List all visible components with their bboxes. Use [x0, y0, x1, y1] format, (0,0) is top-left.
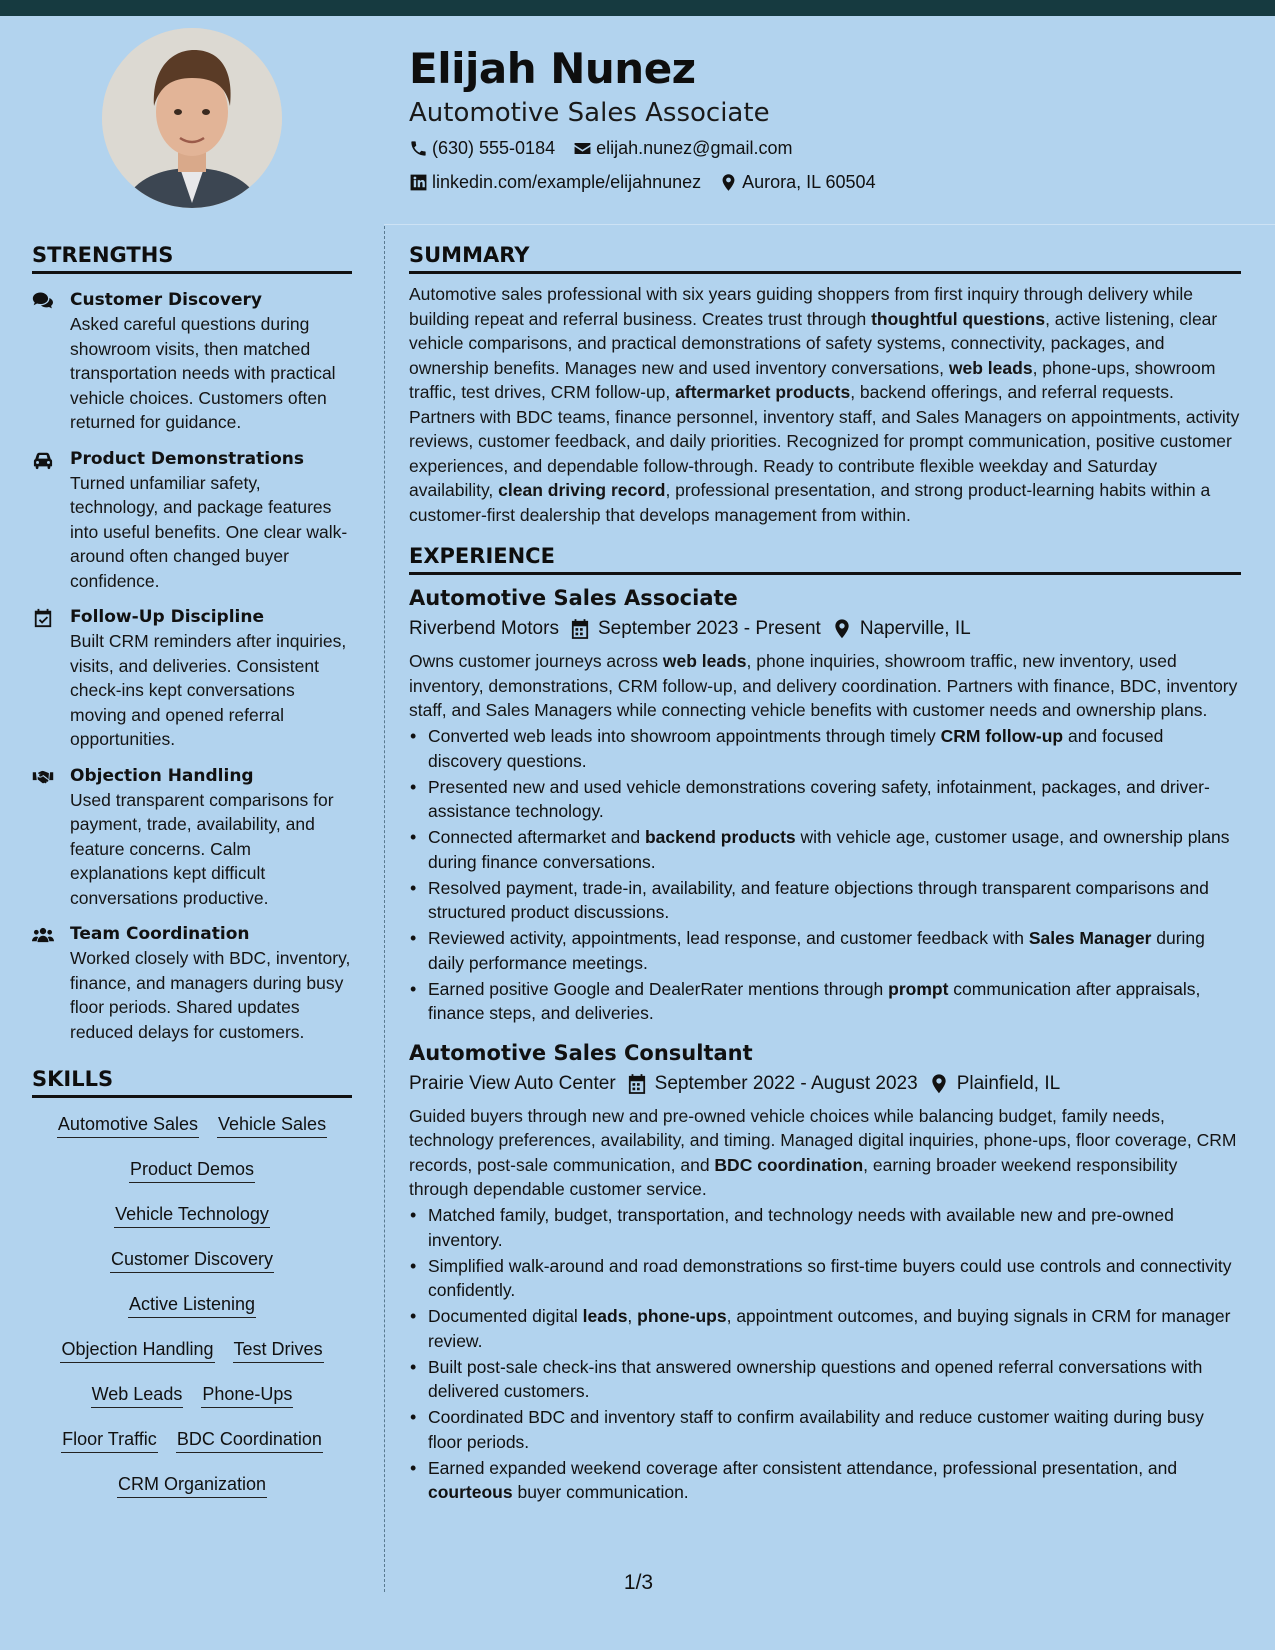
job-company	[409, 1069, 616, 1099]
skill-row	[108, 1472, 276, 1517]
text-run: Presented new and used vehicle demonstrations covering safety, infotainment, packages, and driver-assistance technology.	[428, 776, 1210, 821]
strength-name: Objection Handling	[70, 765, 254, 786]
skill-row	[82, 1382, 303, 1427]
text-run: during daily performance meetings.	[428, 928, 1205, 973]
job-bullets	[409, 724, 1241, 1026]
strength-item	[32, 447, 352, 594]
job-location	[930, 1069, 1061, 1099]
text-run: Owns customer journeys across	[409, 651, 663, 671]
strength-text	[70, 288, 352, 435]
job-dates	[628, 1069, 918, 1099]
emphasis-text: phone-ups	[637, 1306, 727, 1326]
strength-name: Customer Discovery	[70, 290, 262, 310]
job-description	[409, 1104, 1241, 1202]
strength-name: Team Coordination	[70, 924, 250, 944]
job-entry	[409, 1038, 1241, 1505]
strengths-list	[32, 288, 352, 1044]
summary-heading: SUMMARY	[409, 240, 1241, 274]
strengths-heading: STRENGTHS	[32, 240, 352, 274]
comments-icon	[32, 288, 70, 435]
bullet-item	[409, 1254, 1241, 1303]
map-pin-icon	[833, 619, 851, 639]
text-run: Guided buyers through new and pre-owned vehicle choices while balancing budget, family needs, technology preferences, availability, and timing. Managed digital inquiries, phone-ups, floor coverage, CRM records, post-sale communication, and	[409, 1105, 1237, 1175]
skill-tag: CRM Organization	[117, 1472, 267, 1498]
skill-row	[48, 1112, 336, 1157]
column-divider	[384, 226, 385, 1592]
skill-tag: Automotive Sales	[57, 1112, 199, 1138]
text-run: Connected aftermarket and	[428, 827, 645, 847]
experience-heading: EXPERIENCE	[409, 541, 1241, 575]
text-run: , phone-ups, showroom traffic, test drives, CRM follow-up,	[409, 357, 1216, 402]
bullet-item	[409, 926, 1241, 975]
job-meta	[409, 1069, 1241, 1099]
emphasis-text: BDC coordination	[714, 1154, 864, 1175]
car-icon	[32, 447, 70, 594]
job-dates	[571, 614, 821, 644]
text-run: communication after appraisals, finance steps, and deliveries.	[428, 978, 1201, 1023]
location-text: Aurora, IL 60504	[742, 172, 876, 192]
date-range: September 2023 - Present	[597, 618, 821, 639]
text-run: , earning broader weekend responsibility through dependable customer service.	[409, 1154, 1178, 1199]
skill-tag: Test Drives	[233, 1337, 324, 1363]
candidate-name: Elijah Nunez	[409, 44, 696, 93]
skill-tag: Vehicle Technology	[114, 1202, 270, 1228]
text-run: ,	[627, 1306, 638, 1326]
skill-tag: Product Demos	[129, 1157, 255, 1183]
skill-tag: Vehicle Sales	[217, 1112, 327, 1138]
map-pin-icon	[719, 173, 738, 192]
strength-description: Built CRM reminders after inquiries, visits, and deliveries. Consistent check-ins kept conversations moving and opened referral opportunities.	[70, 631, 347, 749]
bullet-item	[409, 977, 1241, 1026]
skills-list	[32, 1112, 352, 1517]
emphasis-text: web leads	[948, 357, 1033, 378]
bullet-item	[409, 1456, 1241, 1505]
text-run: , phone inquiries, showroom traffic, new inventory, used inventory, demonstrations, CRM follow-up, and delivery coordination. Partners with finance, BDC, inventory staff, and Sales Managers while connecting vehicle benefits with customer needs and ownership plans.	[409, 651, 1238, 720]
emphasis-text: CRM follow-up	[940, 726, 1064, 746]
text-run: Built post-sale check-ins that answered ownership questions and opened referral conversations with delivered customers.	[428, 1356, 1203, 1401]
skill-tag: Floor Traffic	[61, 1427, 158, 1453]
strength-description: Worked closely with BDC, inventory, finance, and managers during busy floor periods. Shared updates reduced delays for customers.	[70, 948, 351, 1042]
emphasis-text: courteous	[428, 1482, 513, 1502]
strength-name: Follow-Up Discipline	[70, 607, 265, 627]
text-run: Earned positive Google and DealerRater mentions through	[428, 978, 889, 999]
job-entry	[409, 583, 1241, 1026]
candidate-title: Automotive Sales Associate	[409, 98, 770, 128]
text-run: Simplified walk-around and road demonstrations so first-time buyers could use controls and connectivity confidently.	[428, 1255, 1232, 1300]
summary-text	[409, 282, 1241, 527]
job-bullets	[409, 1203, 1241, 1505]
handshake-icon	[32, 764, 70, 911]
strength-description: Used transparent comparisons for payment, trade, availability, and feature concerns. Calm explanations kept difficult conversations productive.	[70, 789, 334, 908]
bullet-item	[409, 1203, 1241, 1252]
bullet-item	[409, 1304, 1241, 1353]
phone-icon	[409, 139, 428, 158]
text-run: Resolved payment, trade-in, availability, and feature objections through transparent comparisons and structured product discussions.	[428, 877, 1209, 922]
job-title: Automotive Sales Associate	[409, 586, 738, 610]
phone-number: (630) 555-0184	[432, 138, 556, 158]
text-run: Converted web leads into showroom appointments through timely	[428, 726, 941, 746]
bullet-item	[409, 1405, 1241, 1454]
skill-tag: Customer Discovery	[110, 1247, 274, 1273]
calendar-icon	[571, 619, 589, 639]
bullet-item	[409, 876, 1241, 925]
job-location	[833, 614, 971, 644]
skills-heading: SKILLS	[32, 1064, 352, 1098]
text-run: , backend offerings, and referral requests. Partners with BDC teams, finance personnel, inventory staff, and Sales Managers on appointments, activity reviews, customer feedback, and daily priorities. Recognized for prompt communication, positive customer experiences, and dependable follow-through. Ready to contribute flexible weekday and Saturday availability,	[409, 382, 1240, 500]
contact-row-1	[409, 132, 1239, 164]
skill-row	[119, 1292, 265, 1337]
emphasis-text: backend products	[644, 827, 796, 847]
emphasis-text: aftermarket products	[675, 382, 851, 402]
skill-row	[120, 1157, 264, 1202]
envelope-icon	[573, 139, 592, 158]
skill-row	[105, 1202, 279, 1247]
date-range: September 2022 - August 2023	[654, 1072, 918, 1094]
job-company	[409, 614, 559, 644]
header-divider	[384, 224, 1275, 225]
emphasis-text: web leads	[662, 651, 747, 671]
skill-tag: Objection Handling	[60, 1337, 214, 1363]
text-run: Documented digital	[428, 1306, 583, 1326]
text-run: , active listening, clear vehicle comparisons, and practical demonstrations of safety systems, connectivity, packages, and ownership benefits. Manages new and used inventory conversations,	[409, 308, 1218, 378]
linkedin-icon	[409, 173, 428, 192]
portrait-illustration	[102, 28, 282, 208]
strength-description: Turned unfamiliar safety, technology, and package features into useful benefits. One clear walk-around often changed buyer confidence.	[70, 472, 348, 591]
location-text: Plainfield, IL	[956, 1072, 1061, 1094]
email-address[interactable]: elijah.nunez@gmail.com	[596, 138, 793, 158]
text-run: with vehicle age, customer usage, and ownership plans during finance conversations.	[428, 827, 1230, 872]
text-run: Earned expanded weekend coverage after consistent attendance, professional presentation, and	[428, 1457, 1178, 1478]
job-description	[409, 649, 1241, 723]
text-run: buyer communication.	[512, 1482, 689, 1502]
strength-item	[32, 922, 352, 1044]
emphasis-text: clean driving record	[498, 480, 666, 500]
emphasis-text: leads	[582, 1306, 628, 1326]
location-contact	[719, 166, 875, 198]
skill-row	[101, 1247, 283, 1292]
profile-photo	[102, 28, 282, 208]
calendar-icon	[628, 1074, 646, 1094]
left-column	[32, 240, 352, 1517]
strength-text	[70, 605, 352, 752]
resume-header	[409, 40, 1239, 198]
skill-row	[51, 1337, 332, 1382]
skill-tag: Active Listening	[128, 1292, 256, 1318]
skill-tag: Web Leads	[91, 1382, 184, 1408]
text-run: and focused discovery questions.	[428, 726, 1164, 771]
strength-item	[32, 288, 352, 435]
job-title: Automotive Sales Consultant	[409, 1040, 753, 1065]
strength-description: Asked careful questions during showroom visits, then matched transportation needs with practical vehicle choices. Customers often returned for guidance.	[70, 314, 336, 432]
text-run: , professional presentation, and strong product-learning habits within a customer-first dealership that develops management from within.	[409, 480, 1211, 525]
emphasis-text: Sales Manager	[1028, 928, 1152, 948]
map-pin-icon	[930, 1074, 948, 1094]
strength-text	[70, 922, 352, 1044]
page-number: 1/3	[623, 1571, 654, 1594]
job-meta	[409, 614, 1241, 644]
text-run: Matched family, budget, transportation, and technology needs with available new and pre-owned inventory.	[428, 1205, 1174, 1250]
emphasis-text: prompt	[888, 978, 949, 999]
text-run: Coordinated BDC and inventory staff to confirm availability and reduce customer waiting during busy floor periods.	[428, 1407, 1204, 1452]
skill-row	[52, 1427, 332, 1472]
strength-name: Product Demonstrations	[70, 448, 305, 469]
company-name: Riverbend Motors	[409, 618, 559, 639]
email-contact[interactable]	[573, 132, 792, 164]
phone-contact	[409, 132, 555, 164]
bullet-item	[409, 1355, 1241, 1404]
strength-item	[32, 764, 352, 911]
strength-text	[70, 764, 352, 911]
strength-item	[32, 605, 352, 752]
emphasis-text: thoughtful questions	[871, 308, 1046, 329]
text-run: Automotive sales professional with six years guiding shoppers from first inquiry through delivery while building repeat and referral business. Creates trust through	[409, 284, 1193, 329]
calendar-check-icon	[32, 605, 70, 752]
strength-text	[70, 447, 352, 594]
text-run: Reviewed activity, appointments, lead response, and customer feedback with	[428, 928, 1029, 948]
location-text: Naperville, IL	[859, 618, 971, 639]
text-run: , appointment outcomes, and buying signals in CRM for manager review.	[428, 1306, 1231, 1351]
experience-list	[409, 583, 1241, 1505]
skill-tag: Phone-Ups	[201, 1382, 293, 1408]
linkedin-url[interactable]: linkedin.com/example/elijahnunez	[432, 172, 702, 192]
skill-tag: BDC Coordination	[176, 1427, 323, 1453]
users-icon	[32, 922, 70, 1044]
linkedin-contact[interactable]	[409, 166, 701, 198]
contact-row-2	[409, 166, 1239, 198]
top-bar	[0, 0, 1275, 16]
bullet-item	[409, 775, 1241, 824]
bullet-item	[409, 825, 1241, 874]
company-name: Prairie View Auto Center	[409, 1072, 616, 1094]
right-column	[409, 240, 1241, 1505]
bullet-item	[409, 724, 1241, 773]
